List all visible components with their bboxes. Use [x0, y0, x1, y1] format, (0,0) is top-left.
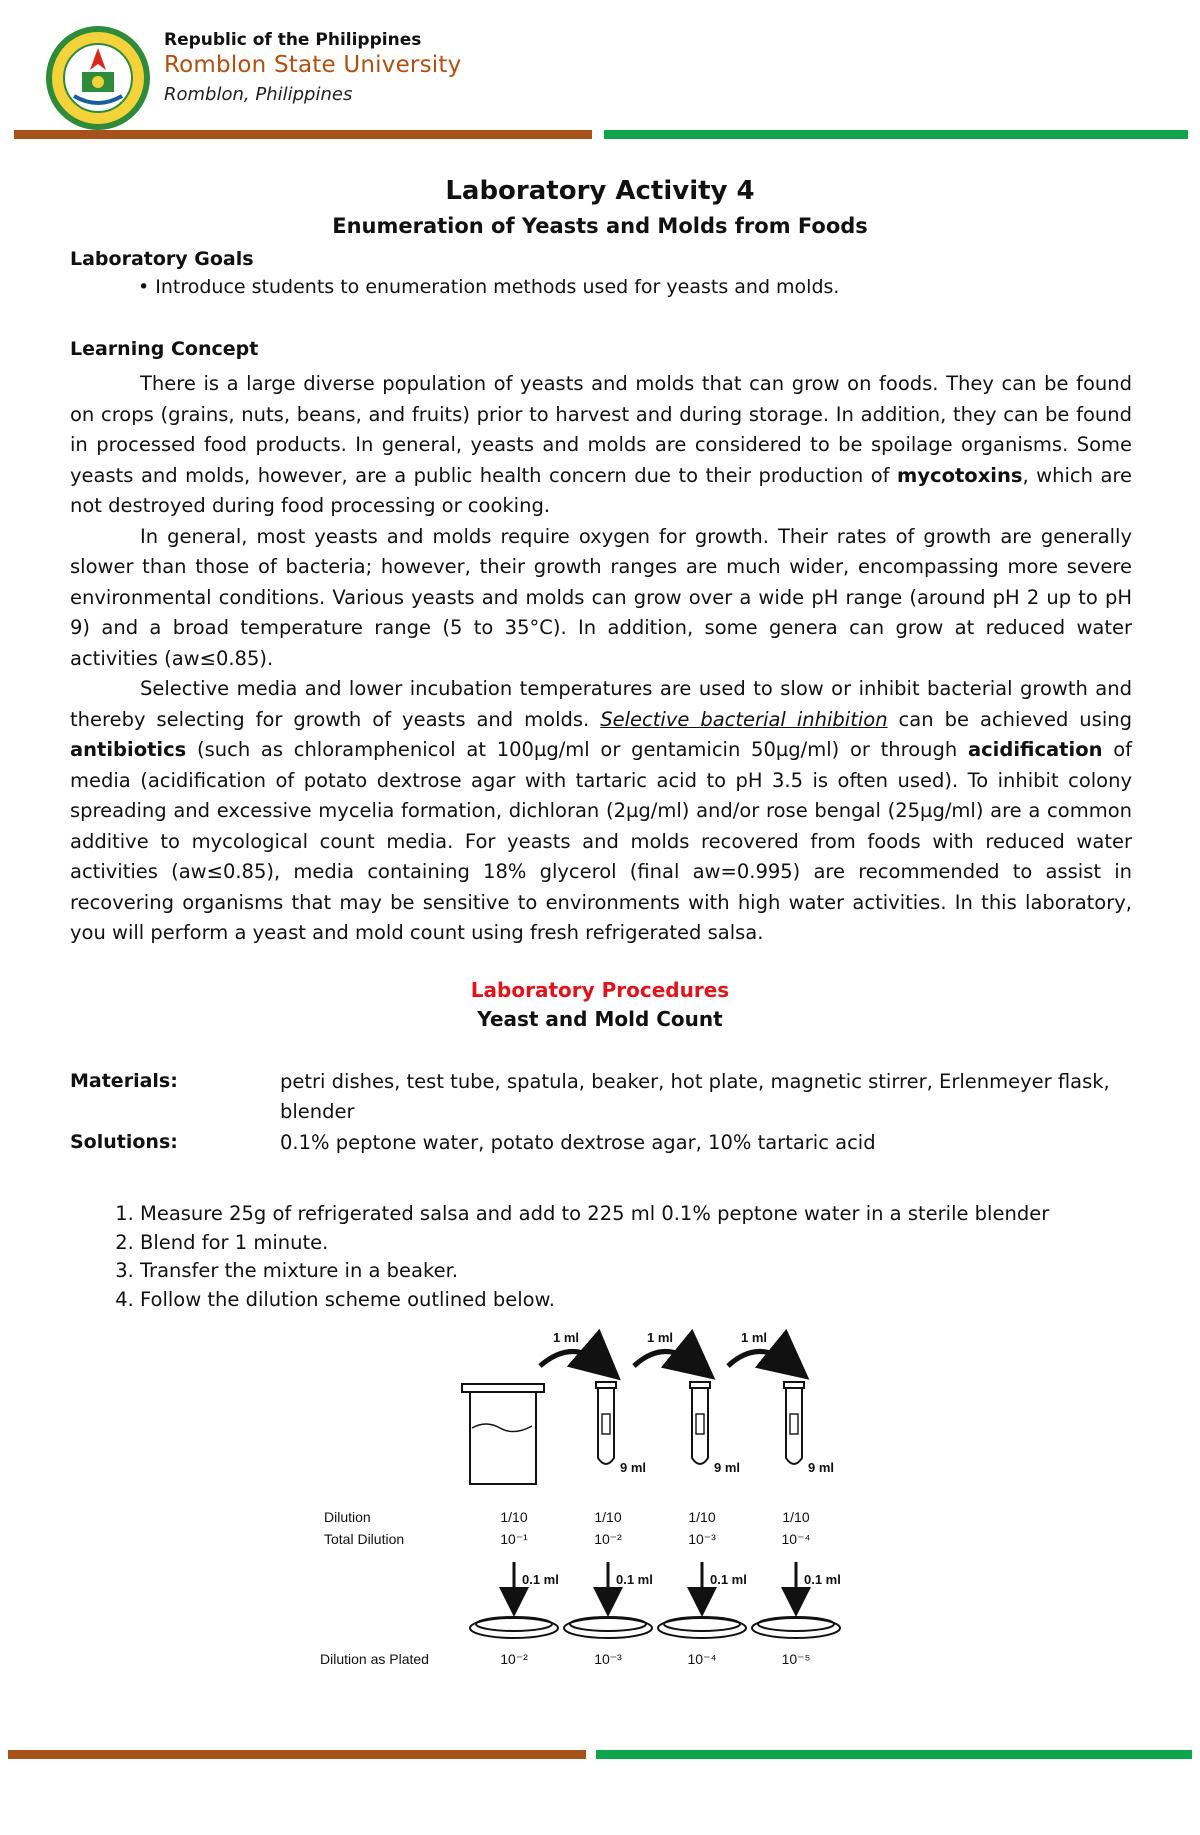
dilution-value: 1/10: [594, 1509, 622, 1525]
selective-inhibition-term: Selective bacterial inhibition: [600, 707, 888, 731]
procedures-heading: Laboratory Procedures: [470, 978, 730, 1002]
concept-paragraph-1: There is a large diverse population of yeasts and molds that can grow on foods. They can be found on crops (grains, nuts, beans, and fruits) prior to harvest and during storage. In addition, they can be found in processed food products. In general, yeasts and molds are considered to be spoilage organisms. Some yeasts and molds, however, are a public health concern due to their production of mycotoxins, which are not destroyed during food processing or cooking.: [70, 372, 1132, 517]
petri-dish-icon: [752, 1617, 840, 1638]
materials-label: Materials:: [70, 1070, 178, 1092]
concept-paragraph-2: In general, most yeasts and molds require oxygen for growth. Their rates of growth are generally slower than those of bacteria; however, their growth ranges are much wider, encompassing more severe environmental conditions. Various yeasts and molds can grow over a wide pH range (around pH 2 up to pH 9) and a broad temperature range (5 to 35°C). In addition, some genera can grow at reduced water activities (aw≤0.85).: [70, 524, 1132, 670]
footer-divider-brown: [8, 1750, 586, 1759]
header-divider-brown: [14, 130, 592, 139]
transfer-arrows: [540, 1351, 790, 1366]
materials-list: petri dishes, test tube, spatula, beaker, hot plate, magnetic stirrer, Erlenmeyer flask, blender: [280, 1070, 1110, 1123]
procedure-steps: [90, 1200, 1049, 1314]
dilution-row-label: Dilution: [324, 1509, 371, 1525]
petri-dish-icon: [564, 1617, 652, 1638]
list-item: 1. Measure 25g of refrigerated salsa and add to 225 ml 0.1% peptone water in a sterile blender: [140, 1200, 1049, 1229]
page-subtitle: Enumeration of Yeasts and Molds from Foods: [332, 214, 868, 238]
petri-dish-icon: [470, 1617, 558, 1638]
plated-row-label: Dilution as Plated: [320, 1651, 429, 1667]
transfer-label: 1 ml: [740, 1330, 768, 1345]
plated-dilution-value: 10⁻⁵: [781, 1651, 811, 1667]
tube-volume-label: 9 ml: [714, 1460, 741, 1475]
goals-heading: Laboratory Goals: [70, 248, 254, 270]
total-dilution-value: 10⁻⁴: [781, 1531, 811, 1547]
header-divider-green: [604, 130, 1188, 139]
concept-paragraph-3: Selective media and lower incubation temperatures are used to slow or inhibit bacterial growth and thereby selecting for growth of yeasts and molds. Selective bacterial inhibition can be achieved using antibiotics (such as chloramphenicol at 100µg/ml or gentamicin 50µg/ml) or through acidification of media (acidification of potato dextrose agar with tartaric acid to pH 3.5 is often used). To inhibit colony spreading and excessive mycelia formation, dichloran (2µg/ml) and/or rose bengal (25µg/ml) are a common additive to mycological count media. For yeasts and molds recovered from foods with reduced water activities (aw≤0.85), media containing 18% glycerol (final aw=0.995) are recommended to assist in recovering organisms that may be sensitive to environments with high water activities. In this laboratory, you will perform a yeast and mold count using fresh refrigerated salsa.: [70, 677, 1132, 944]
dilution-value: 1/10: [500, 1509, 528, 1525]
plate-volume-label: 0.1 ml: [804, 1572, 841, 1587]
total-dilution-value: 10⁻³: [688, 1531, 716, 1547]
test-tube-icon: [690, 1382, 710, 1464]
mycotoxins-term: mycotoxins: [897, 463, 1023, 487]
plate-volume-label: 0.1 ml: [522, 1572, 559, 1587]
beaker-icon: [462, 1384, 544, 1484]
concept-heading: Learning Concept: [70, 338, 259, 360]
tube-volume-label: 9 ml: [808, 1460, 835, 1475]
petri-dish-icon: [658, 1617, 746, 1638]
republic-label: Republic of the Philippines: [164, 30, 422, 50]
plated-dilution-value: 10⁻⁴: [687, 1651, 717, 1667]
goal-text: Introduce students to enumeration methods used for yeasts and molds.: [155, 276, 840, 298]
footer-divider-green: [596, 1750, 1192, 1759]
goal-item: • Introduce students to enumeration methods used for yeasts and molds.: [138, 276, 840, 298]
transfer-label: 1 ml: [552, 1330, 580, 1345]
solutions-label: Solutions:: [70, 1131, 178, 1153]
university-seal-icon: [44, 24, 152, 132]
acidification-term: acidification: [967, 738, 1103, 761]
list-item: 2. Blend for 1 minute.: [140, 1229, 1049, 1258]
solutions-list: 0.1% peptone water, potato dextrose agar, 10% tartaric acid: [280, 1131, 876, 1154]
university-name: Romblon State University: [164, 52, 462, 78]
total-dilution-value: 10⁻¹: [500, 1531, 528, 1547]
total-dilution-row-label: Total Dilution: [324, 1531, 405, 1547]
procedures-subheading: Yeast and Mold Count: [477, 1007, 723, 1031]
plate-volume-label: 0.1 ml: [616, 1572, 653, 1587]
university-location: Romblon, Philippines: [164, 84, 353, 105]
dilution-scheme-diagram: [300, 1318, 870, 1678]
antibiotics-term: antibiotics: [70, 738, 187, 761]
tube-volume-label: 9 ml: [620, 1460, 647, 1475]
dilution-value: 1/10: [782, 1509, 810, 1525]
dilution-value: 1/10: [688, 1509, 716, 1525]
total-dilution-value: 10⁻²: [594, 1531, 622, 1547]
list-item: 4. Follow the dilution scheme outlined below.: [140, 1286, 1049, 1315]
transfer-label: 1 ml: [646, 1330, 674, 1345]
concept-body: [70, 369, 1132, 949]
plated-dilution-value: 10⁻³: [594, 1651, 622, 1667]
plate-volume-label: 0.1 ml: [710, 1572, 747, 1587]
test-tube-icon: [784, 1382, 804, 1464]
list-item: 3. Transfer the mixture in a beaker.: [140, 1257, 1049, 1286]
page-title: Laboratory Activity 4: [445, 176, 755, 206]
test-tube-icon: [596, 1382, 616, 1464]
plated-dilution-value: 10⁻²: [500, 1651, 528, 1667]
